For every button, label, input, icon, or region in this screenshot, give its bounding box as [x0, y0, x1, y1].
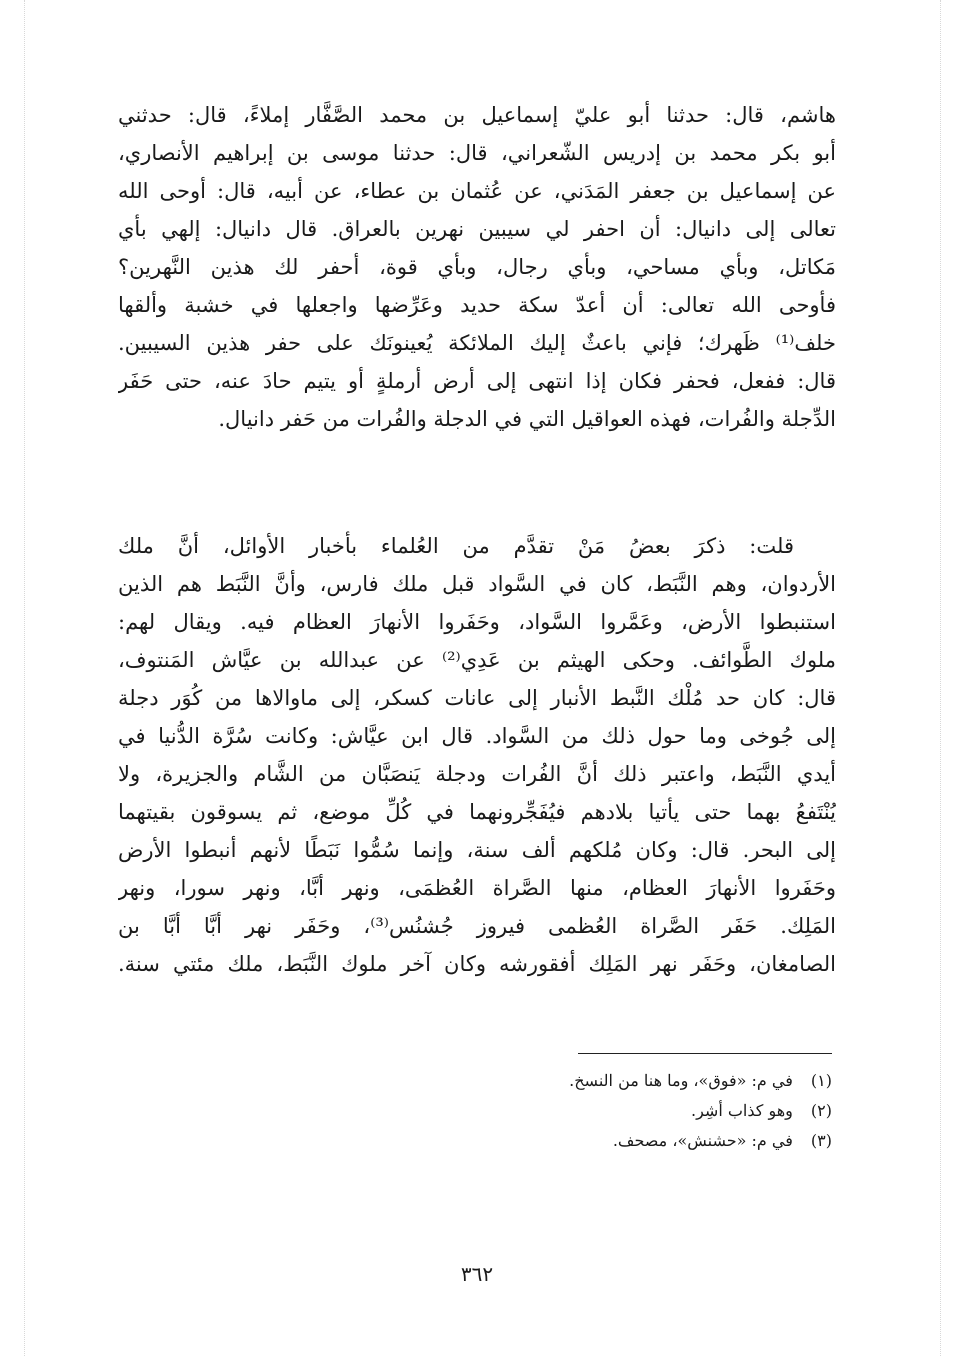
paragraph-commentary: [118, 527, 836, 983]
text-line: المَلِك. حَفَر الصَّراة العُظمى فيروز جُشنُس⁽³⁾، وحَفَر نهر أبَّا أبَّا بن: [118, 914, 836, 938]
footnote-separator: [578, 1053, 832, 1054]
text-line: قال: كان حد مُلْك النَّبط الأنبار إلى عانات كسكر، إلى ماوالاها من كُوَر دجلة: [118, 686, 836, 710]
text-line: أيدي النَّبَط، واعتبر ذلك أنَّ الفُرات ودجلة يَنصَبَّان من الشَّام والجزيرة، ولا: [118, 762, 836, 786]
text-line: تعالى إلى دانيال: أن احفر لي سيبين نهرين بالعراق. قال دانيال: إلهي بأي: [118, 217, 836, 241]
text-line: فأوحى الله تعالى: أن أعدّ سكة حديد وعَرِّضها واجعلها في خشبة وألقها: [118, 293, 836, 317]
paragraph-narration: [118, 96, 836, 438]
text-line: إلى جُوخى وما حول ذلك من السَّواد. قال ابن عيَّاش: وكانت سُرَّة الدُّنيا في: [118, 724, 836, 748]
footnote-item: [569, 1066, 832, 1096]
footnote-text: في م: «حشنش»، مصحف.: [612, 1131, 793, 1150]
text-line: الصامغان، وحَفَر نهر المَلِك أفقورشه وكان آخر ملوك النَّبَط، ملك مئتي سنة.: [118, 952, 836, 976]
text-line: قال: ففعل، فحفر فكان إذا انتهى إلى أرض أرملةٍ أو يتيم حادَ عنه، حتى حَفَر: [118, 369, 836, 393]
footnote-text: في م: «فوق»، وما هنا من النسخ.: [569, 1071, 793, 1090]
footnote-number: (٢): [810, 1101, 832, 1120]
footnote-item: [569, 1096, 832, 1126]
footnote-number: (١): [810, 1071, 832, 1090]
text-line: ملوك الطَّوائف. وحكى الهيثم بن عَدِي⁽²⁾ عن عبدالله بن عيَّاش المَنتوف،: [118, 648, 836, 672]
text-line: قلت: ذكرَ بعضُ مَنْ تقدَّم من العُلماء بأخبار الأوائل، أنَّ ملك: [118, 534, 794, 558]
text-line: وحَفَروا الأنهارَ العظام، منها الصَّراة العُظمَى، ونهر أبَّا، ونهر سورا، ونهر: [118, 876, 836, 900]
footnote-number: (٣): [810, 1131, 832, 1150]
page-number: ٣٦٢: [460, 1262, 494, 1286]
text-line: مَكاتل، وبأي مساحي، وبأي رجال، وبأي قوة، أحفر لك هذين النَّهرين؟: [118, 255, 836, 279]
text-line: هاشم، قال: حدثنا أبو عليّ إسماعيل بن محمد الصَّفَّار إملاءً، قال: حدثني: [118, 103, 836, 127]
text-line: الدِّجلة والفُرات، فهذه العواقيل التي في الدجلة والفُرات من حَفر دانيال.: [218, 407, 836, 431]
footnote-text: وهو كذاب أشِر.: [691, 1101, 793, 1120]
text-line: إلى البحر. قال: وكان مُلكهم ألف سنة، وإنما سُمُّوا نَبَطًا لأنهم أنبطوا الأرض: [118, 838, 836, 862]
text-line: يُنْتَفعُ بهما حتى يأتيا بلادهم فيُفَجِّرونهما في كُلِّ موضع، ثم يسوقون بقيتهما: [118, 800, 836, 824]
footnotes: [569, 1066, 832, 1156]
scan-margin-right: [940, 0, 941, 1356]
footnote-item: [569, 1126, 832, 1156]
text-line: أبو بكر محمد بن إدريس الشّعراني، قال: حدثنا موسى بن إبراهيم الأنصاري،: [118, 141, 836, 165]
text-line: الأردوان، وهم النَّبَط، كان في السَّواد قبل ملك فارس، وأنَّ النَّبَط هم الذين: [118, 572, 836, 596]
text-line: استنبطوا الأرض، وعَمَّروا السَّواد، وحَفَروا الأنهارَ العظام فيه. ويقال لهم:: [118, 610, 836, 634]
text-line: عن إسماعيل بن جعفر المَدَني، عن عُثمان بن عطاء، عن أبيه، قال: أوحى الله: [118, 179, 836, 203]
text-line: خلف⁽¹⁾ ظَهرك؛ فإني باعثٌ إليك الملائكة يُعينونَك على حفر هذين السيبين.: [118, 331, 836, 355]
scan-margin-left: [24, 0, 25, 1356]
